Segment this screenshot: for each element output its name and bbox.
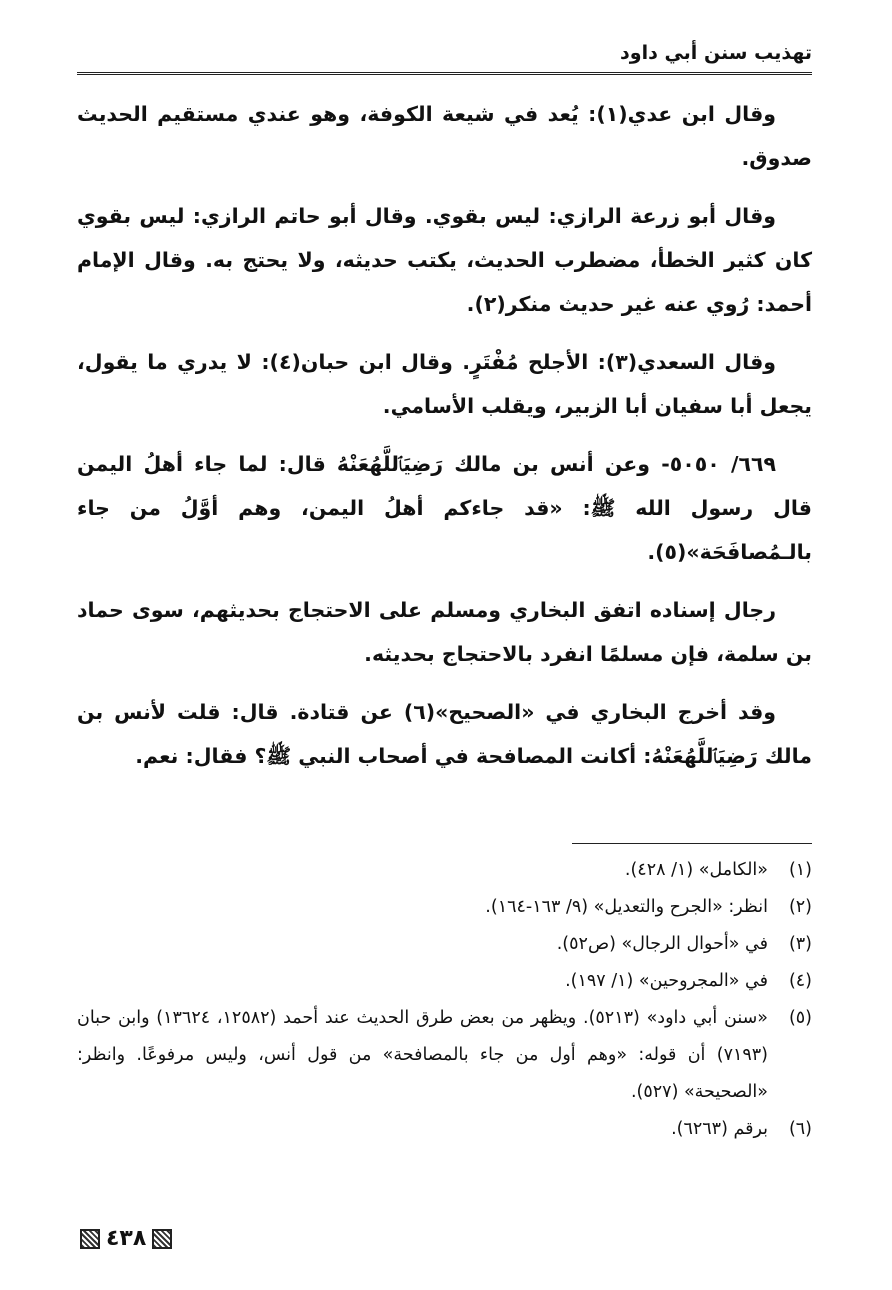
footnote-text: في «المجروحين» (١/ ١٩٧). [565, 971, 768, 991]
footnote-text: انظر: «الجرح والتعديل» (٩/ ١٦٣-١٦٤). [485, 897, 768, 917]
footnote-text: «سنن أبي داود» (٥٢١٣). ويظهر من بعض طرق الحديث عند أحمد (١٢٥٨٢، ١٣٦٢٤) وابن حبان (٧١٩٣) أن قوله: «وهم أول من جاء بالمصافحة» من قول أنس، وليس مرفوعًا. وانظر: «الصحيحة» (٥٢٧). [77, 1008, 768, 1102]
ornament-icon [152, 1229, 172, 1249]
main-text [77, 92, 812, 792]
footnote-number: (٤) [788, 971, 812, 991]
paragraph-saadi: وقال السعدي(٣): الأجلح مُفْتَرٍ. وقال ابن حبان(٤): لا يدري ما يقول، يجعل أبا سفيان أبا الزبير، ويقلب الأسامي. [77, 350, 812, 418]
footnote-6 [77, 1111, 812, 1148]
footnote-number: (٥) [788, 1008, 812, 1028]
footnote-text: في «أحوال الرجال» (ص٥٢). [556, 934, 768, 954]
footnote-number: (٦) [788, 1119, 812, 1139]
footnote-3 [77, 926, 812, 963]
paragraph-hadith-669: ٦٦٩/ ٥٠٥٠- وعن أنس بن مالك رَضِيَٱللَّهُعَنْهُ قال: لما جاء أهلُ اليمن قال رسول الله ﷺ: «قد جاءكم أهلُ اليمن، وهم أوَّلُ من جاء بالـمُصافَحَة»(٥). [77, 452, 812, 564]
footnote-divider [572, 843, 812, 844]
paragraph-ibn-adi: وقال ابن عدي(١): يُعد في شيعة الكوفة، وهو عندي مستقيم الحديث صدوق. [77, 102, 812, 170]
footnote-1 [77, 852, 812, 889]
ornament-icon [80, 1229, 100, 1249]
footnote-number: (١) [788, 860, 812, 880]
footnote-5 [77, 1000, 812, 1111]
page-number: ٤٣٨ [106, 1226, 147, 1251]
header-title: تهذيب سنن أبي داود [620, 42, 812, 64]
paragraph-isnad: رجال إسناده اتفق البخاري ومسلم على الاحتجاج بحديثهم، سوى حماد بن سلمة، فإن مسلمًا انفرد بالاحتجاج بحديثه. [77, 598, 812, 666]
page-number-block [80, 1226, 172, 1251]
footnote-number: (٢) [788, 897, 812, 917]
footnote-text: «الكامل» (١/ ٤٢٨). [624, 860, 768, 880]
paragraph-abu-zura: وقال أبو زرعة الرازي: ليس بقوي. وقال أبو حاتم الرازي: ليس بقوي كان كثير الخطأ، مضطرب الحديث، يكتب حديثه، ولا يحتج به. وقال الإمام أحمد: رُوي عنه غير حديث منكر(٢). [77, 204, 812, 316]
paragraph-bukhari: وقد أخرج البخاري في «الصحيح»(٦) عن قتادة. قال: قلت لأنس بن مالك رَضِيَٱللَّهُعَنْهُ: أكانت المصافحة في أصحاب النبي ﷺ؟ فقال: نعم. [77, 700, 812, 768]
footnote-number: (٣) [788, 934, 812, 954]
footnote-4 [77, 963, 812, 1000]
footnotes [77, 852, 812, 1148]
footnote-2 [77, 889, 812, 926]
running-header [77, 40, 812, 75]
footnote-text: برقم (٦٢٦٣). [671, 1119, 768, 1139]
